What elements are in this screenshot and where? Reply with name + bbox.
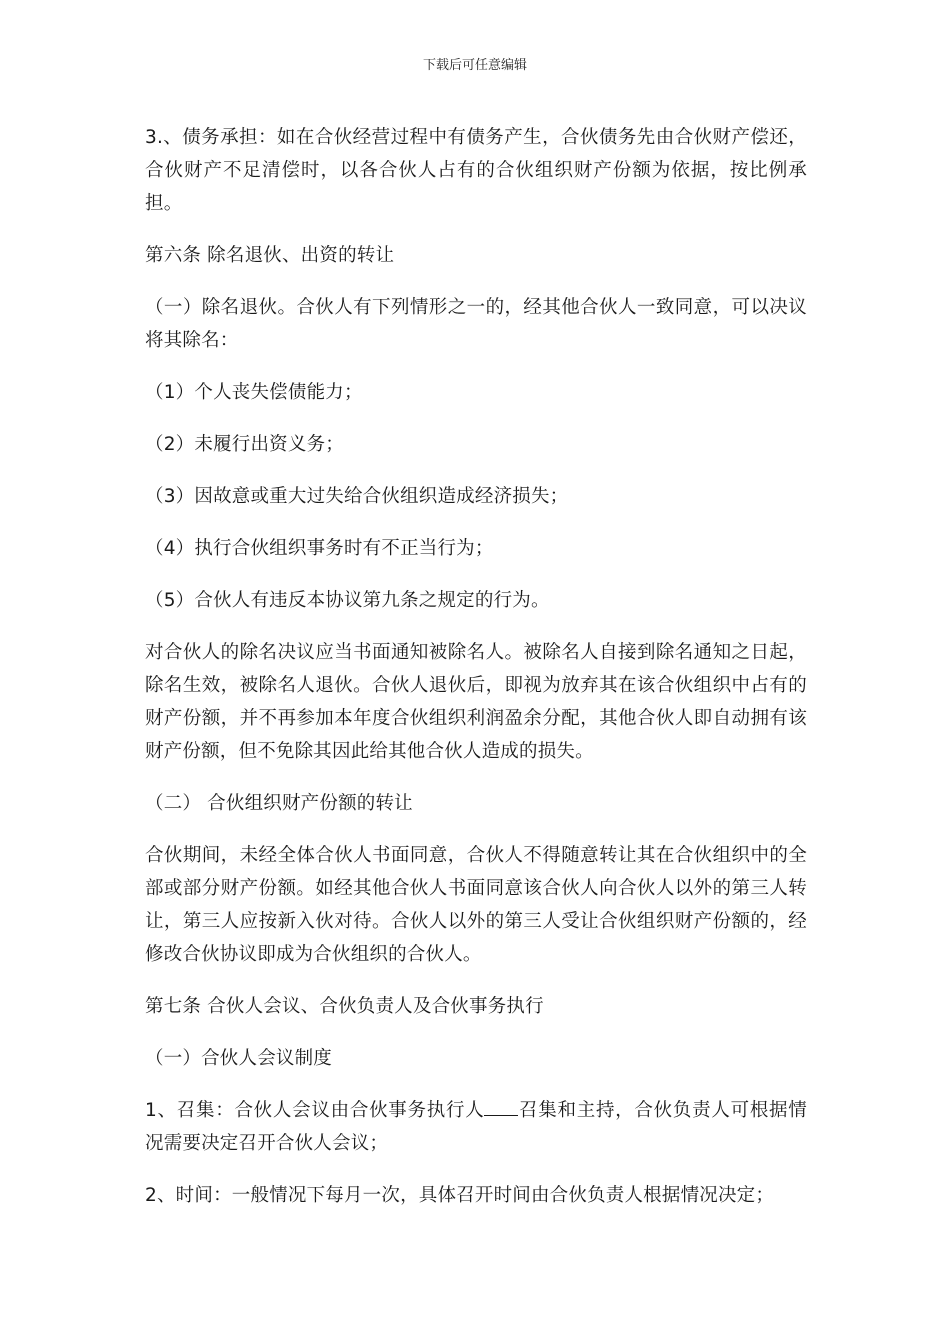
paragraph-expulsion-notice: 对合伙人的除名决议应当书面通知被除名人。被除名人自接到除名通知之日起，除名生效，被除名人退伙。合伙人退伙后，即视为放弃其在该合伙组织中占有的财产份额，并不再参加本年度合伙组织利润盈余分配，其他合伙人即自动拥有该财产份额，但不免除其因此给其他合伙人造成的损失。 [145,642,807,762]
convening-text-end: 召集和主持，合伙负责人可根据情况需要决定召开合伙人会议； [145,1100,807,1154]
list-item-5: （5）合伙人有违反本协议第九条之规定的行为。 [145,590,550,611]
list-item-2: （2）未履行出资义务； [145,434,344,455]
fill-in-blank[interactable] [484,1097,518,1116]
section-two-heading: （二） 合伙组织财产份额的转让 [145,793,413,814]
paragraph-meeting-time: 2、时间：一般情况下每月一次，具体召开时间由合伙负责人根据情况决定； [145,1185,775,1206]
convening-text-start: 1、召集：合伙人会议由合伙事务执行人 [145,1100,485,1121]
paragraph-expulsion-withdrawal: （一）除名退伙。合伙人有下列情形之一的，经其他合伙人一致同意，可以决议将其除名： [145,297,807,351]
list-item-4: （4）执行合伙组织事务时有不正当行为； [145,538,494,559]
article-seven-heading: 第七条 合伙人会议、合伙负责人及合伙事务执行 [145,996,544,1017]
document-body [145,121,807,1231]
list-item-1: （1）个人丧失偿债能力； [145,382,363,403]
page-header-note: 下载后可任意编辑 [422,58,527,73]
paragraph-share-transfer: 合伙期间，未经全体合伙人书面同意，合伙人不得随意转让其在合伙组织中的全部或部分财产份额。如经其他合伙人书面同意该合伙人向合伙人以外的第三人转让，第三人应按新入伙对待。合伙人以外的第三人受让合伙组织财产份额的，经修改合伙协议即成为合伙组织的合伙人。 [145,845,807,965]
paragraph-convening [145,1094,807,1160]
list-item-3: （3）因故意或重大过失给合伙组织造成经济损失； [145,486,569,507]
article-six-heading: 第六条 除名退伙、出资的转让 [145,245,395,266]
paragraph-debt-liability: 3.、债务承担：如在合伙经营过程中有债务产生，合伙债务先由合伙财产偿还，合伙财产不足清偿时，以各合伙人占有的合伙组织财产份额为依据，按比例承担。 [145,127,807,214]
section-one-heading: （一）合伙人会议制度 [145,1048,333,1069]
